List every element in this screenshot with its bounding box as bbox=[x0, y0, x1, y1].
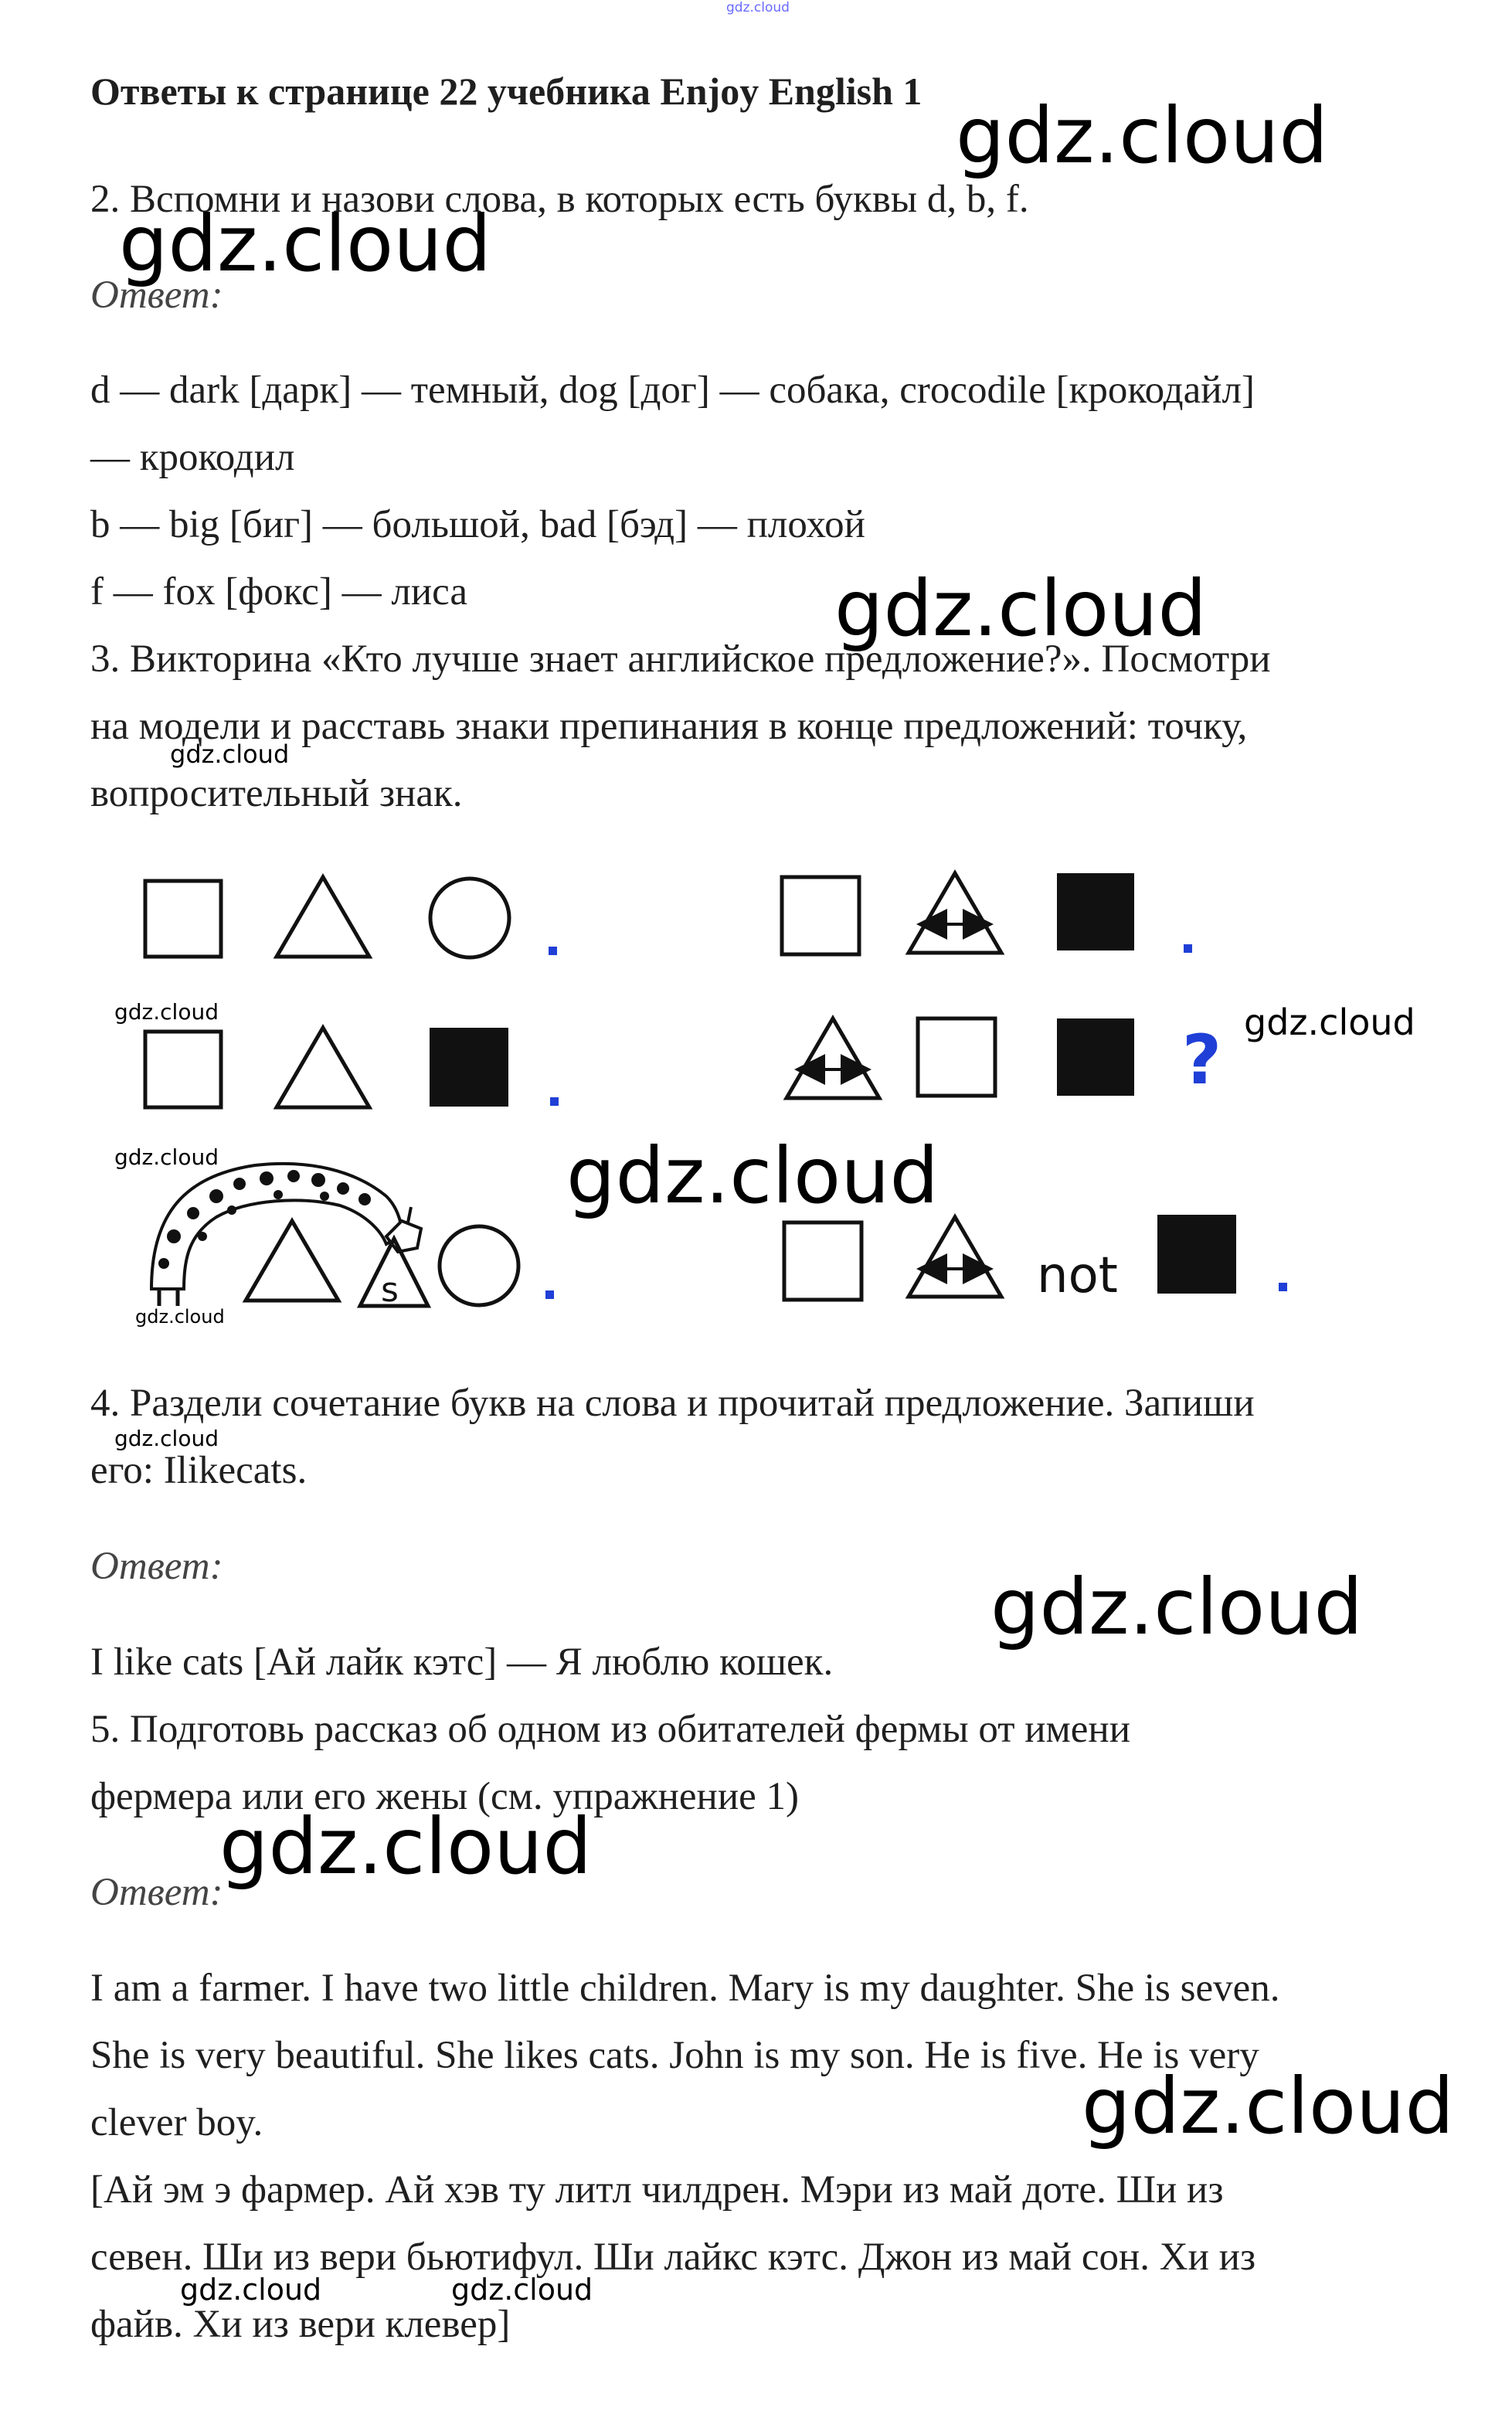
watermark: gdz.cloud bbox=[114, 1426, 219, 1451]
watermark: gdz.cloud bbox=[135, 1306, 225, 1328]
watermark: gdz.cloud bbox=[990, 1562, 1364, 1652]
ex5-answer-label: Ответ: bbox=[90, 1871, 223, 1914]
dot-mark bbox=[549, 947, 557, 955]
ex5-line: I am a farmer. I have two little children. Mary is my daughter. She is seven. bbox=[90, 1967, 1280, 2010]
dot-mark bbox=[545, 1290, 554, 1299]
watermark: gdz.cloud bbox=[1082, 2061, 1455, 2151]
triangle-arrows-shape bbox=[909, 1217, 1001, 1297]
square-outline-shape bbox=[145, 1032, 221, 1107]
ex5-line: She is very beautiful. She likes cats. John is my son. He is five. He is very bbox=[90, 2034, 1259, 2077]
dot-mark bbox=[1279, 1283, 1287, 1291]
watermark: gdz.cloud bbox=[834, 563, 1208, 654]
triangle-outline-shape bbox=[277, 877, 369, 957]
ex5-line: файв. Хи из вери клевер] bbox=[90, 2303, 511, 2346]
watermark: gdz.cloud bbox=[1244, 1001, 1415, 1043]
watermark: gdz.cloud bbox=[180, 2273, 322, 2307]
ex5-question-line: 5. Подготовь рассказ об одном из обитателей фермы от имени bbox=[90, 1708, 1131, 1751]
square-outline-shape bbox=[145, 881, 221, 957]
circle-outline-shape bbox=[440, 1226, 518, 1305]
ex4-question-line: 4. Раздели сочетание букв на слова и прочитай предложение. Запиши bbox=[90, 1382, 1255, 1425]
watermark: gdz.cloud bbox=[219, 1801, 593, 1892]
ex4-question-line: его: Ilikecats. bbox=[90, 1449, 307, 1492]
not-word: not bbox=[1037, 1247, 1118, 1304]
square-outline-shape bbox=[784, 1222, 861, 1300]
watermark: gdz.cloud bbox=[956, 90, 1329, 181]
square-filled-shape bbox=[1057, 873, 1134, 950]
dot-mark bbox=[550, 1097, 559, 1106]
watermark: gdz.cloud bbox=[114, 1144, 219, 1170]
ex2-line: d — dark [дарк] — темный, dog [дог] — собака, crocodile [крокодайл] bbox=[90, 369, 1255, 412]
watermark: gdz.cloud bbox=[119, 199, 492, 289]
watermark: gdz.cloud bbox=[451, 2273, 593, 2307]
triangle-arrows-shape bbox=[787, 1018, 879, 1098]
ex5-line: [Ай эм э фармер. Ай хэв ту литл чилдрен. Мэри из май доте. Ши из bbox=[90, 2168, 1224, 2212]
ex3-question-line: 3. Викторина «Кто лучше знает английское предложение?». Посмотри bbox=[90, 638, 1271, 681]
ex3-question-line: вопросительный знак. bbox=[90, 772, 463, 815]
circle-outline-shape bbox=[430, 879, 509, 957]
square-filled-shape bbox=[1157, 1215, 1236, 1294]
ex2-line: — крокодил bbox=[90, 436, 295, 479]
ex5-line: clever boy. bbox=[90, 2101, 263, 2144]
triangle-outline-shape bbox=[277, 1028, 369, 1107]
square-filled-shape bbox=[1057, 1018, 1134, 1096]
ex2-answer-label: Ответ: bbox=[90, 274, 223, 317]
ex5-line: севен. Ши из вери бьютифул. Ши лайкс кэтс. Джон из май сон. Хи из bbox=[90, 2236, 1256, 2279]
dot-mark bbox=[1184, 944, 1192, 953]
triangle-outline-shape bbox=[246, 1221, 338, 1301]
triangle-arrows-shape bbox=[909, 873, 1001, 953]
watermark: gdz.cloud bbox=[566, 1131, 939, 1221]
ex3-question-line: на модели и расставь знаки препинания в конце предложений: точку, bbox=[90, 705, 1248, 748]
square-filled-shape bbox=[430, 1028, 508, 1107]
ex4-answer: I like cats [Ай лайк кэтс] — Я люблю кошек. bbox=[90, 1641, 834, 1684]
ex2-line: f — fox [фокс] — лиса bbox=[90, 570, 468, 614]
page-title: Ответы к странице 22 учебника Enjoy English 1 bbox=[90, 70, 922, 113]
square-outline-shape bbox=[782, 877, 859, 954]
ex4-answer-label: Ответ: bbox=[90, 1545, 223, 1588]
watermark: gdz.cloud bbox=[170, 740, 290, 769]
square-outline-shape bbox=[918, 1018, 995, 1096]
s-letter: s bbox=[381, 1270, 399, 1310]
ex2-line: b — big [биг] — большой, bad [бэд] — плохой bbox=[90, 503, 865, 546]
ex5-question-line: фермера или его жены (см. упражнение 1) bbox=[90, 1775, 799, 1818]
watermark: gdz.cloud bbox=[114, 999, 219, 1025]
ex2-question: 2. Вспомни и назови слова, в которых есть буквы d, b, f. bbox=[90, 178, 1029, 221]
top-watermark: gdz.cloud bbox=[726, 0, 790, 15]
question-mark: ? bbox=[1182, 1020, 1222, 1100]
